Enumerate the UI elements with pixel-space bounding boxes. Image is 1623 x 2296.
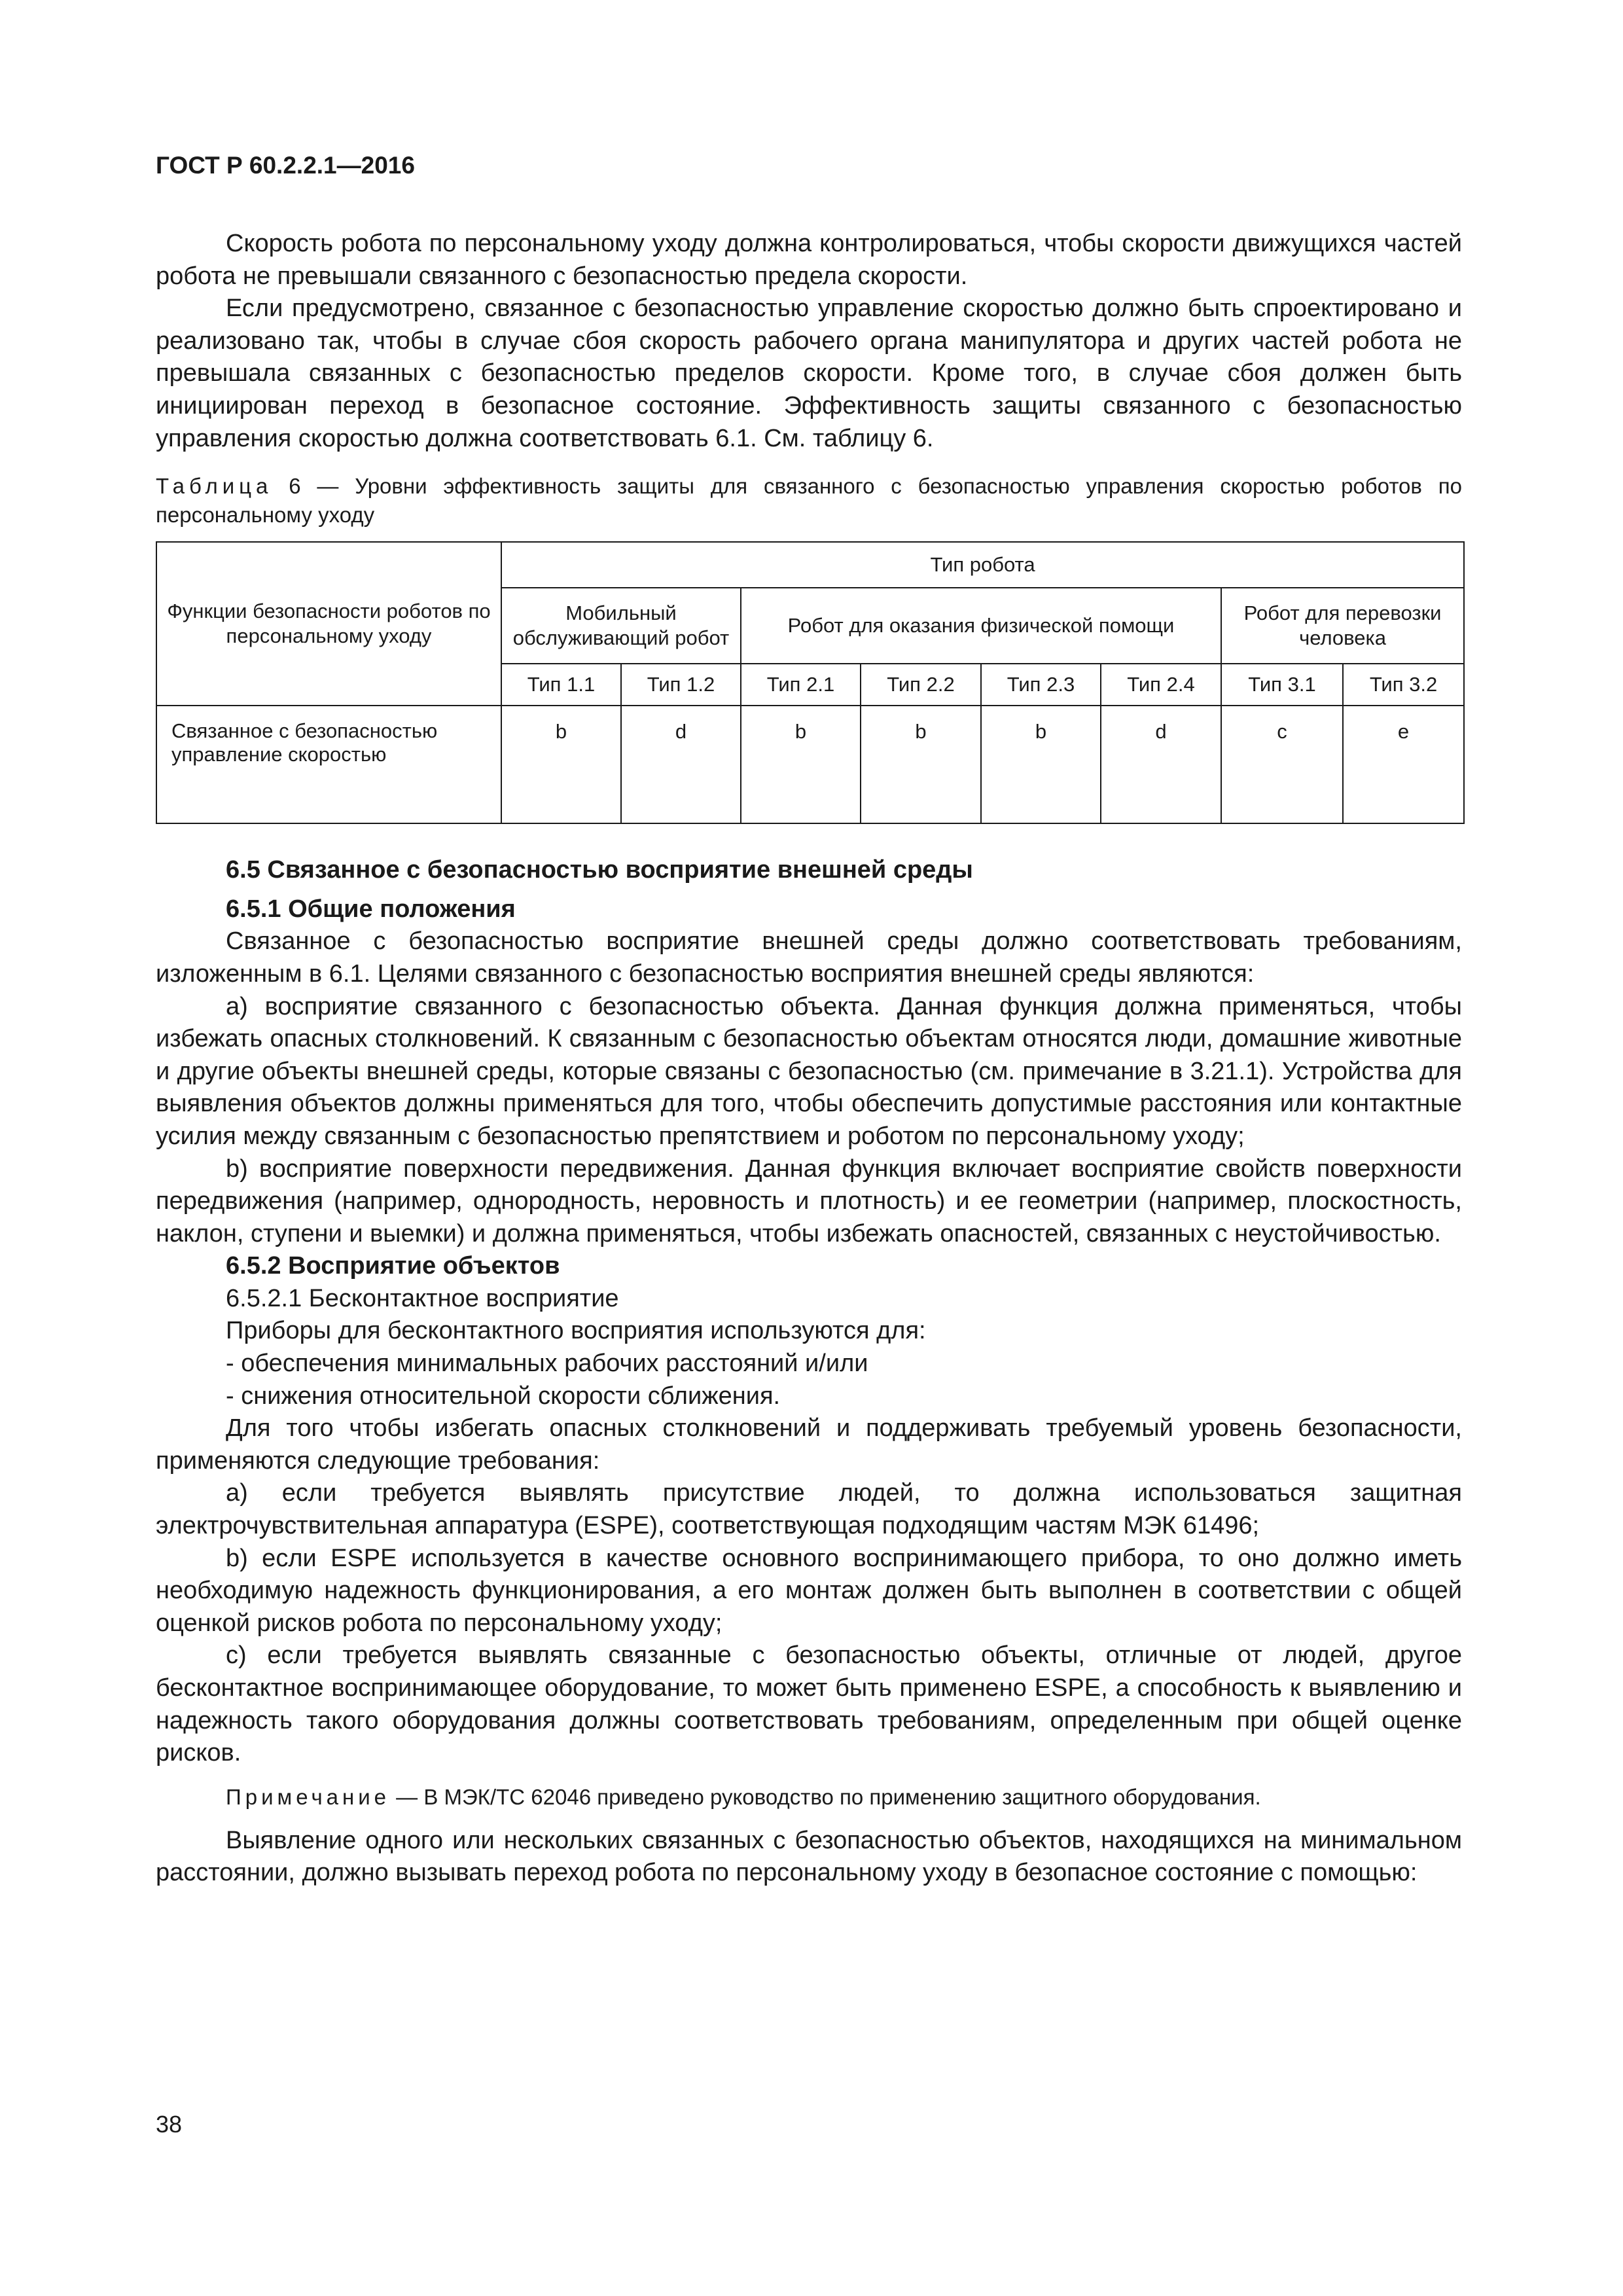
table-caption-text: 6 — Уровни эффективность защиты для связанного с безопасностью управления скоростью роботов по персональному уходу	[156, 474, 1462, 528]
functions-header: Функции безопасности роботов по персональному уходу	[167, 600, 491, 648]
requirement-c: c) если требуется выявлять связанные с безопасностью объекты, отличные от людей, другое бесконтактное воспринимающее оборудование, то может быть применено ESPE, а способность к выявлению и надежность такого оборудования должны соответствовать требованиям, определенным при общей оценке рисков.	[156, 1641, 1462, 1767]
functions-header-cell	[156, 542, 501, 706]
dash-item-relative-speed: - снижения относительной скорости сближения.	[226, 1382, 781, 1410]
note-label: Примечание	[226, 1784, 391, 1809]
intro-paragraph-2: Если предусмотрено, связанное с безопасностью управление скоростью должно быть спроектировано и реализовано так, чтобы в случае сбоя скорость рабочего органа манипулятора и других частей робота не превышала связанных с безопасностью пределов скорости. Кроме того, в случае сбоя должен быть инициирован переход в безопасное состояние. Эффективность защиты связанного с безопасностью управления скоростью должна соответствовать 6.1. См. таблицу 6.	[156, 295, 1462, 452]
value-type-2-3: b	[981, 706, 1101, 823]
value-type-2-2: b	[861, 706, 981, 823]
section-6-5-2-title: 6.5.2 Восприятие объектов	[226, 1252, 560, 1280]
table-6	[156, 541, 1465, 824]
value-type-1-2: d	[621, 706, 741, 823]
section-6-5-title: 6.5 Связанное с безопасностью восприятие внешней среды	[226, 856, 973, 884]
table-row	[156, 706, 1464, 823]
note	[156, 1783, 1462, 1812]
type-header-2-4: Тип 2.4	[1101, 664, 1221, 706]
requirement-a: a) если требуется выявлять присутствие людей, то должна использоваться защитная электрочувствительная аппаратура (ESPE), соответствующая подходящим частям МЭК 61496;	[156, 1479, 1462, 1540]
group-mobile-service-robot: Мобильный обслуживающий робот	[501, 588, 741, 664]
type-header-3-1: Тип 3.1	[1221, 664, 1343, 706]
value-type-1-1: b	[501, 706, 621, 823]
list-item-b-surface-sensing: b) восприятие поверхности передвижения. Данная функция включает восприятие свойств поверхности передвижения (например, однородность, неровность и плотность) и ее геометрии (например, плоскостность, наклон, ступени и выемки) и должна применяться, чтобы избежать опасностей, связанных с неустойчивостью.	[156, 1155, 1462, 1247]
row-label-speed-control: Связанное с безопасностью управление скоростью	[156, 706, 501, 823]
type-header-3-2: Тип 3.2	[1343, 664, 1464, 706]
note-text: — В МЭК/ТС 62046 приведено руководство по применению защитного оборудования.	[390, 1784, 1261, 1809]
group-person-carrier-robot: Робот для перевозки человека	[1221, 588, 1464, 664]
requirements-intro-paragraph: Для того чтобы избегать опасных столкновений и поддерживать требуемый уровень безопасности, применяются следующие требования:	[156, 1414, 1462, 1475]
value-type-3-1: c	[1221, 706, 1343, 823]
group-physical-assistant-robot: Робот для оказания физической помощи	[741, 588, 1221, 664]
table-caption	[156, 472, 1462, 529]
section-6-5-1-paragraph: Связанное с безопасностью восприятие внешней среды должно соответствовать требованиям, изложенным в 6.1. Целями связанного с безопасностью восприятия внешней среды являются:	[156, 927, 1462, 988]
type-header-2-2: Тип 2.2	[861, 664, 981, 706]
value-type-3-2: e	[1343, 706, 1464, 823]
value-type-2-4: d	[1101, 706, 1221, 823]
robot-type-header: Тип робота	[501, 542, 1464, 588]
requirement-b: b) если ESPE используется в качестве основного воспринимающего прибора, то оно должно иметь необходимую надежность функционирования, а его монтаж должен быть выполнен в соответствии с общей оценкой рисков робота по персональному уходу;	[156, 1544, 1462, 1637]
value-type-2-1: b	[741, 706, 861, 823]
standard-header: ГОСТ Р 60.2.2.1—2016	[156, 152, 415, 179]
type-header-1-2: Тип 1.2	[621, 664, 741, 706]
contactless-devices-paragraph: Приборы для бесконтактного восприятия используются для:	[226, 1317, 926, 1345]
dash-item-min-distance: - обеспечения минимальных рабочих расстояний и/или	[226, 1350, 868, 1378]
table-caption-label: Таблица	[156, 474, 273, 499]
list-item-a-object-sensing: a) восприятие связанного с безопасностью объекта. Данная функция должна применяться, чтобы избежать опасных столкновений. К связанным с безопасностью объектам относятся люди, домашние животные и другие объекты внешней среды, которые связаны с безопасностью (см. примечание в 3.21.1). Устройства для выявления объектов должны применяться для того, чтобы обеспечить допустимые расстояния или контактные усилия между связанным с безопасностью препятствием и роботом по персональному уходу;	[156, 992, 1462, 1150]
type-header-2-1: Тип 2.1	[741, 664, 861, 706]
page-number: 38	[156, 2111, 183, 2138]
section-6-5-1-title: 6.5.1 Общие положения	[226, 895, 516, 923]
detection-safe-state-paragraph: Выявление одного или нескольких связанных с безопасностью объектов, находящихся на минимальном расстоянии, должно вызывать переход робота по персональному уходу в безопасное состояние с помощью:	[156, 1826, 1462, 1887]
section-6-5-2-1-title: 6.5.2.1 Бесконтактное восприятие	[226, 1284, 619, 1312]
type-header-2-3: Тип 2.3	[981, 664, 1101, 706]
intro-paragraph-1: Скорость робота по персональному уходу должна контролироваться, чтобы скорости движущихся частей робота не превышали связанного с безопасностью предела скорости.	[156, 230, 1462, 290]
type-header-1-1: Тип 1.1	[501, 664, 621, 706]
